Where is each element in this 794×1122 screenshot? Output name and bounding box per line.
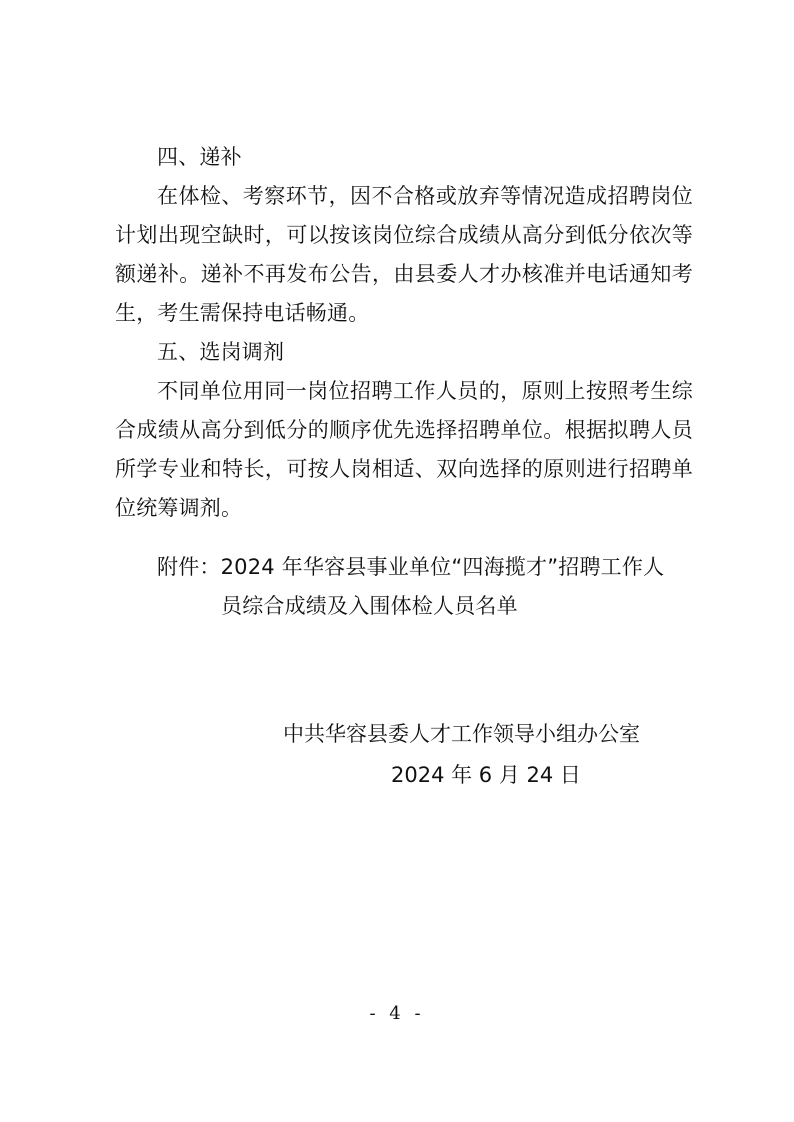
paragraph-line: 计划出现空缺时，可以按该岗位综合成绩从高分到低分依次等: [115, 223, 693, 247]
page-number: - 4 -: [369, 1003, 425, 1024]
section-heading-supplement: 四、递补: [157, 145, 242, 169]
signature-date: 2024 年 6 月 24 日: [391, 763, 581, 787]
paragraph-line: 不同单位用同一岗位招聘工作人员的，原则上按照考生综: [157, 379, 693, 403]
attachment-label: 附件：: [157, 555, 221, 579]
attachment-title-continued: 员综合成绩及入围体检人员名单: [221, 594, 518, 618]
paragraph-line: 位统筹调剂。: [115, 496, 243, 520]
signature-organization: 中共华容县委人才工作领导小组办公室: [283, 722, 640, 746]
attachment-line: [115, 548, 693, 587]
paragraph-line: 生，考生需保持电话畅通。: [115, 301, 370, 325]
paragraph-line: 所学专业和特长，可按人岗相适、双向选择的原则进行招聘单: [115, 457, 693, 481]
paragraph-line: 在体检、考察环节，因不合格或放弃等情况造成招聘岗位: [157, 184, 693, 208]
paragraph-line: 额递补。递补不再发布公告，由县委人才办核准并电话通知考: [115, 262, 693, 286]
section-heading-adjustment: 五、选岗调剂: [157, 340, 285, 364]
attachment-title: 2024 年华容县事业单位“四海揽才”招聘工作人: [220, 555, 665, 579]
document-body: [115, 138, 693, 626]
paragraph-line: 合成绩从高分到低分的顺序优先选择招聘单位。根据拟聘人员: [115, 418, 693, 442]
spacer: [115, 528, 693, 548]
